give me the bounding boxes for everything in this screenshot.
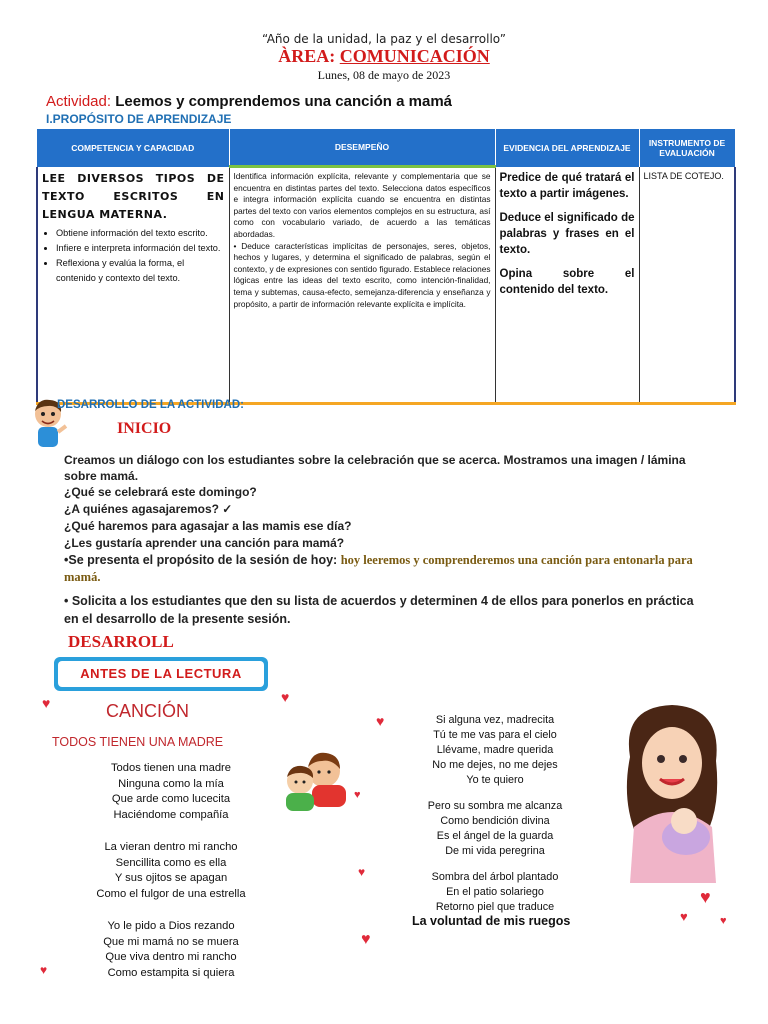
mother-baby-illustration (612, 697, 734, 883)
proposito-heading: I.PROPÓSITO DE APRENDIZAJE (46, 112, 232, 126)
song-line: Sombra del árbol plantado (431, 871, 559, 883)
header-competencia: COMPETENCIA Y CAPACIDAD (37, 129, 229, 167)
evidencia-item: Deduce el significado de palabras y frases en el texto. (499, 211, 635, 256)
song-card-left (36, 693, 394, 985)
heart-icon: ♥ (376, 713, 385, 729)
song-stanza (76, 761, 266, 823)
inicio-question: ¿Qué haremos para agasajar a las mamis ese día? (64, 519, 352, 533)
list-item: • Infiere e interpreta información del texto. (56, 241, 225, 256)
inicio-heading: INICIO (117, 420, 172, 437)
song-stanza (61, 919, 281, 981)
song-line: Llévame, madre querida (436, 744, 554, 756)
song-line: Y sus ojitos se apagan (114, 872, 228, 884)
header-instrumento: INSTRUMENTO DE EVALUACIÓN (639, 129, 735, 167)
desempeno-text-1: Identifica información explícita, relevante y complementaria que se encuentra en distintas partes del texto. Selecciona datos específicos e integra información explícita cuando se encuentra en distintas partes del texto con varios elementos complejos en su estructura, así como con vocabulario variado, de acuerdo a las temáticas abordadas. (233, 171, 491, 239)
song-last-line: La voluntad de mis ruegos (412, 914, 571, 928)
evidencia-item: Predice de qué tratará el texto a partir imágenes. (499, 171, 635, 200)
purpose-text: hoy leeremos y comprenderemos una canción para entonarla para mamá. (64, 553, 693, 584)
area-value: COMUNICACIÓN (339, 46, 490, 66)
competency-table (36, 129, 736, 405)
instrumento-cell (639, 167, 735, 404)
song-line: La vieran dentro mi rancho (104, 841, 238, 853)
capacidades-list (42, 226, 225, 286)
antes-lectura-label: ANTES DE LA LECTURA (58, 661, 264, 687)
evidencia-cell (495, 167, 639, 404)
table-row (37, 167, 735, 404)
song-line: Pero su sombra me alcanza (427, 800, 563, 812)
song-line: Tú te me vas para el cielo (433, 729, 557, 741)
song-line: Como el fulgor de una estrella (96, 887, 246, 900)
song-line: Que arde como lucecita (111, 793, 231, 805)
song-subtitle: TODOS TIENEN UNA MADRE (52, 735, 224, 749)
song-line: Que viva dentro mi rancho (105, 951, 237, 963)
desarrollo-heading: DESARROLLO DE LA ACTIVIDAD: (57, 399, 244, 411)
session-purpose (64, 552, 704, 586)
song-line: Que mi mamá no se muera (103, 935, 239, 948)
activity-name: Leemos y comprendemos una canción a mamá (115, 93, 453, 110)
session-date: Lunes, 08 de mayo de 2023 (317, 68, 451, 82)
header-desempeno: DESEMPEÑO (229, 129, 495, 167)
heart-icon: ♥ (40, 963, 48, 977)
acuerdos-text: • Solicita a los estudiantes que den su lista de acuerdos y determinen 4 de ellos para ponerlos en práctica en el desarrollo de la presente sesión. (64, 594, 694, 626)
song-line: No me dejes, no me dejes (432, 759, 558, 771)
heart-icon: ♥ (354, 789, 361, 801)
purpose-label: •Se presenta el propósito de la sesión de hoy: (64, 553, 338, 567)
song-stanza (410, 713, 580, 788)
header-evidencia: EVIDENCIA DEL APRENDIZAJE (495, 129, 639, 167)
children-illustration (272, 747, 362, 817)
list-item: • Reflexiona y evalúa la forma, el contenido y contexto del texto. (56, 256, 225, 286)
song-stanza (410, 799, 580, 859)
heart-icon: ♥ (361, 931, 371, 948)
inicio-question: ¿A quiénes agasajaremos? ✓ (64, 502, 233, 516)
song-line: Retorno piel que traduce (435, 901, 555, 913)
activity-label: Actividad: (46, 93, 112, 110)
song-line: Haciéndome compañía (113, 808, 229, 821)
song-line: Si alguna vez, madrecita (435, 714, 555, 726)
inicio-question: ¿Qué se celebrará este domingo? (64, 485, 257, 499)
song-line: Ninguna como la mía (118, 777, 224, 790)
song-line: Es el ángel de la guarda (436, 830, 554, 842)
inicio-question: ¿Les gustaría aprender una canción para mamá? (64, 536, 345, 550)
desempeno-cell (229, 167, 495, 404)
song-card-right (400, 697, 734, 941)
song-line: De mi vida peregrina (445, 845, 545, 857)
heart-icon: ♥ (680, 909, 688, 924)
song-line: Yo le pido a Dios rezando (107, 920, 235, 932)
song-line: En el patio solariego (446, 886, 544, 898)
competencia-cell (37, 167, 229, 404)
desempeno-text-2: • Deduce características implícitas de personajes, seres, objetos, hechos y lugares, y determina el significado de palabras, según el contexto, y de expresiones con sentido figurado. Establece relaciones lógicas entre las ideas del texto escrito, como intención-finalidad, tema y subtemas, causa-efecto, semejanza-diferencia y enseñanza y propósito, a partir de información relevante explícita e implícita. (233, 240, 491, 309)
instrumento-text: LISTA DE COTEJO. (643, 170, 724, 181)
table-header-row (37, 129, 735, 167)
heart-icon: ♥ (700, 887, 711, 907)
inicio-intro: Creamos un diálogo con los estudiantes sobre la celebración que se acerca. Mostramos una imagen / lámina sobre mamá. (64, 453, 686, 483)
song-line: Como bendición divina (440, 815, 550, 827)
song-line: Sencillita como es ella (115, 856, 227, 869)
area-label: ÀREA: (278, 46, 336, 66)
song-title: CANCIÓN (106, 701, 190, 721)
list-item: • Obtiene información del texto escrito. (56, 226, 225, 241)
heart-icon: ♥ (42, 695, 51, 711)
antes-lectura-box (54, 657, 268, 691)
area-title (0, 46, 768, 67)
evidencia-item: Opina sobre el contenido del texto. (499, 267, 635, 296)
year-motto: “Año de la unidad, la paz y el desarrollo” (262, 32, 506, 46)
song-stanza (410, 870, 580, 915)
song-line: Como estampita si quiera (107, 966, 235, 979)
activity-title (46, 93, 452, 110)
heart-icon: ♥ (720, 915, 727, 927)
competencia-title: LEE DIVERSOS TIPOS DE TEXTO ESCRITOS EN LENGUA MATERNA. (42, 171, 225, 221)
song-line: Todos tienen una madre (110, 762, 232, 774)
heart-icon: ♥ (281, 693, 290, 705)
desarroll-heading: DESARROLL (68, 632, 174, 651)
song-stanza (61, 840, 281, 902)
heart-icon: ♥ (358, 865, 366, 879)
song-line: Yo te quiero (466, 774, 524, 786)
